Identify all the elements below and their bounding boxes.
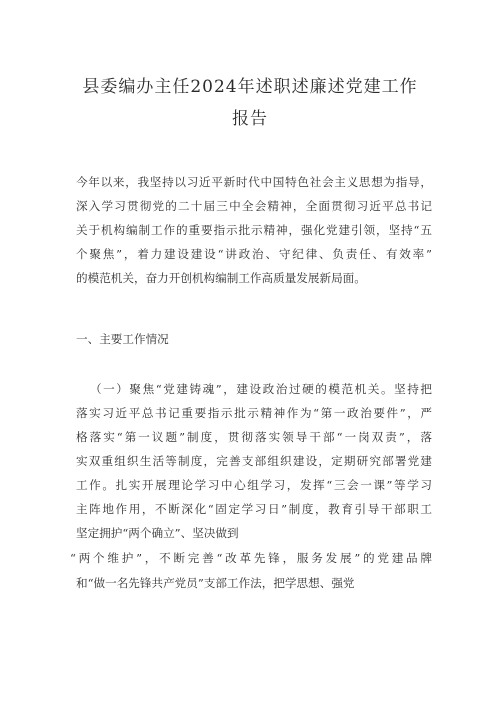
body-line: 实双重组织生活等制度，完善支部组织建设，定期研究部署党建 [76,454,432,468]
body-line: 工作。扎实开展理论学习中心组学习，发挥“三会一课”等学习 [76,478,432,492]
body-line: 落实习近平总书记重要指示批示精神作为“第一政治要件”，严 [76,406,432,420]
intro-line: 今年以来，我坚持以习近平新时代中国特色社会主义思想为指导， [76,175,432,189]
body-line: 坚定拥护“两个确立”、坚决做到 [76,526,239,540]
document-title-line-2: 报告 [232,109,268,129]
body-line: （一）聚焦“党建铸魂”，建设政治过硬的模范机关。坚持把 [90,382,432,396]
body-line: 主阵地作用，不断深化“固定学习日”制度，教育引导干部职工 [76,502,432,516]
intro-line: 深入学习贯彻党的二十届三中全会精神，全面贯彻习近平总书记 [76,199,432,213]
intro-line: 关于机构编制工作的重要指示批示精神，强化党建引领，坚持“五 [76,223,432,237]
document-title-line-1: 县委编办主任2024年述职述廉述党建工作 [82,77,418,97]
body-line: 格落实“第一议题”制度，贯彻落实领导干部“一岗双责”，落 [76,430,432,444]
section-heading: 一、主要工作情况 [76,332,169,346]
body-line: “两个维护”，不断完善“改革先锋，服务发展”的党建品牌 [70,551,432,565]
intro-line: 个聚焦”，着力建设建设“讲政治、守纪律、负责任、有效率” [76,247,432,261]
body-line: 和“做一名先锋共产党员”支部工作法，把学思想、强党 [76,576,355,590]
intro-line: 的模范机关，奋力开创机构编制工作高质量发展新局面。 [76,271,366,285]
